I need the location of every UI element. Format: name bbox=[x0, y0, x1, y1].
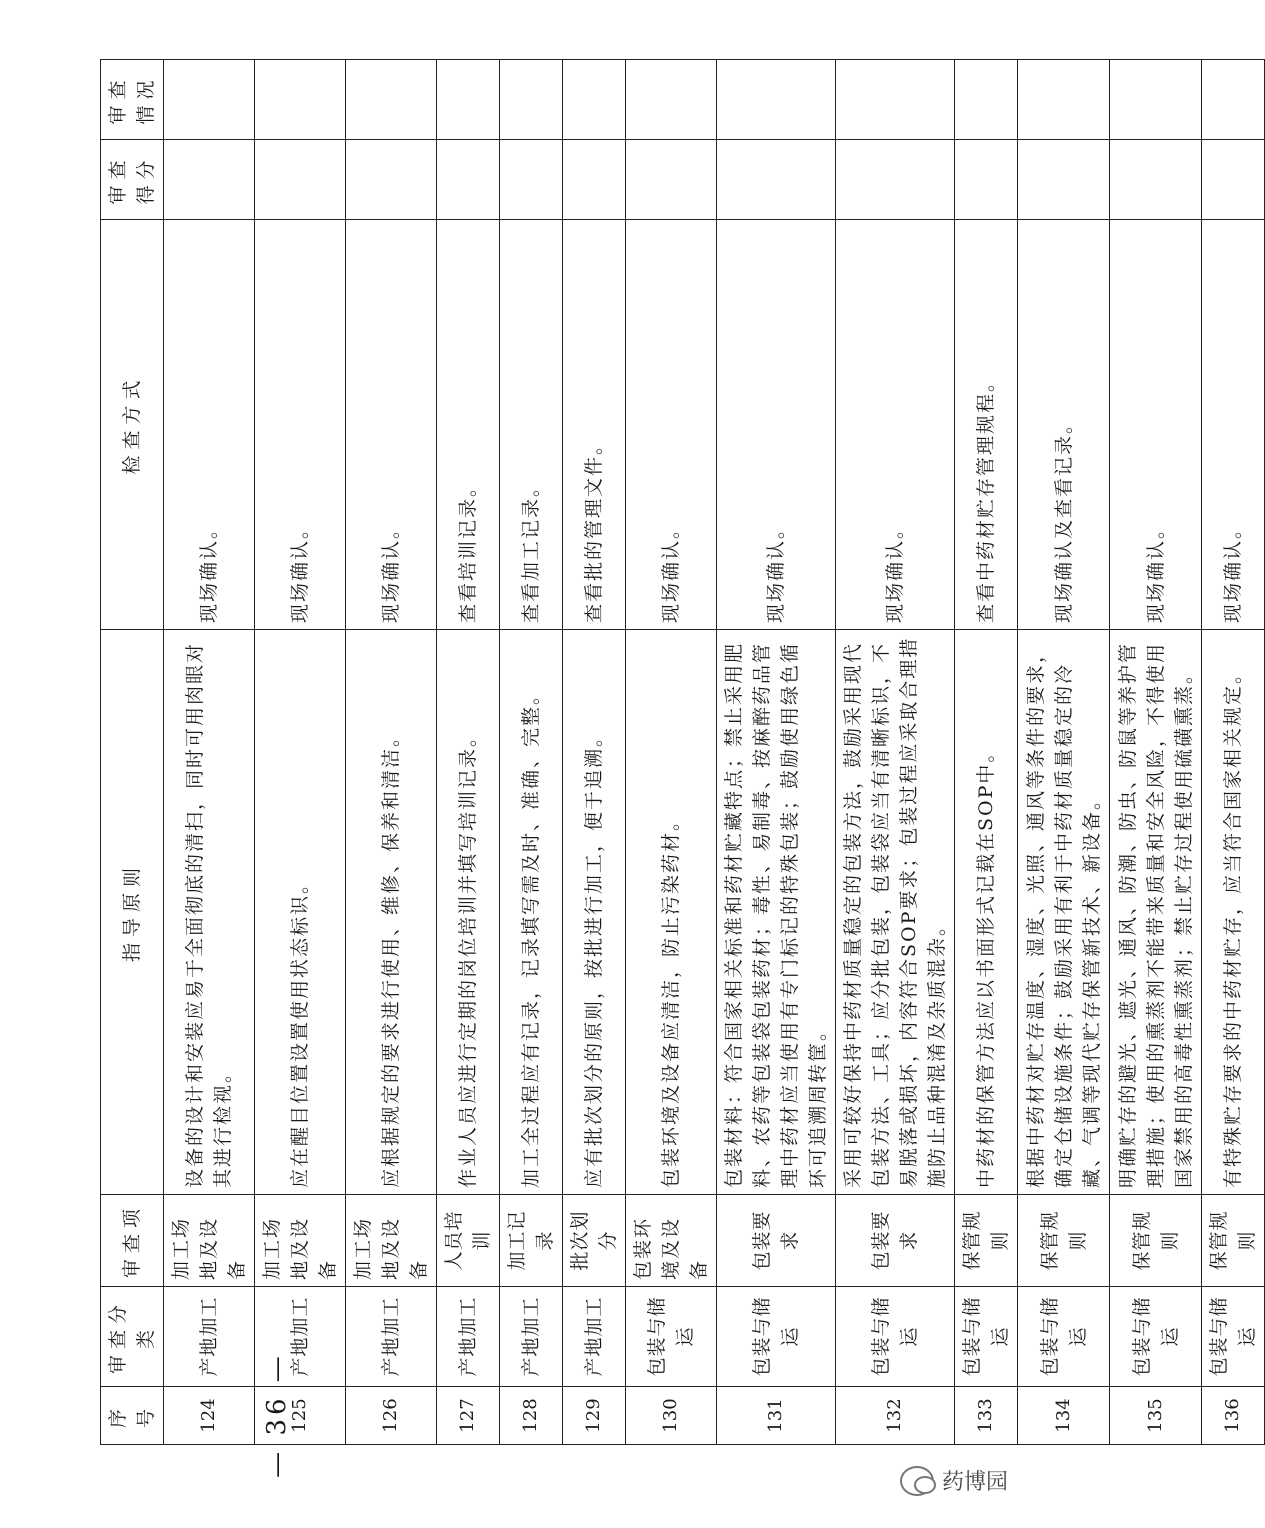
watermark bbox=[900, 1465, 1008, 1496]
row-no: 136 bbox=[1202, 1387, 1265, 1445]
row-no: 130 bbox=[626, 1387, 717, 1445]
row-category: 产地加工 bbox=[346, 1287, 437, 1387]
row-status bbox=[563, 60, 626, 140]
row-category: 包装与储运 bbox=[717, 1287, 836, 1387]
row-item: 批次划分 bbox=[563, 1195, 626, 1287]
row-score bbox=[346, 140, 437, 220]
row-no: 126 bbox=[346, 1387, 437, 1445]
table-row bbox=[626, 60, 717, 1445]
header-no: 序号 bbox=[101, 1387, 164, 1445]
table-row bbox=[437, 60, 500, 1445]
wechat-icon bbox=[900, 1466, 934, 1496]
row-status bbox=[836, 60, 955, 140]
row-method: 现场确认。 bbox=[346, 220, 437, 630]
row-method: 现场确认。 bbox=[255, 220, 346, 630]
row-score bbox=[164, 140, 255, 220]
row-method: 查看加工记录。 bbox=[500, 220, 563, 630]
table-row bbox=[1018, 60, 1110, 1445]
row-method: 现场确认及查看记录。 bbox=[1018, 220, 1110, 630]
row-item: 加工场地及设备 bbox=[346, 1195, 437, 1287]
page-number: — 36 — bbox=[261, 1352, 292, 1478]
row-method: 查看批的管理文件。 bbox=[563, 220, 626, 630]
row-status bbox=[437, 60, 500, 140]
row-status bbox=[1202, 60, 1265, 140]
row-no: 133 bbox=[955, 1387, 1018, 1445]
row-method: 现场确认。 bbox=[717, 220, 836, 630]
header-principle: 指导原则 bbox=[101, 630, 164, 1195]
row-principle: 作业人员应进行定期的岗位培训并填写培训记录。 bbox=[437, 630, 500, 1195]
row-category: 产地加工 bbox=[255, 1287, 346, 1387]
header-status: 审查情况 bbox=[101, 60, 164, 140]
row-score bbox=[500, 140, 563, 220]
row-no: 131 bbox=[717, 1387, 836, 1445]
row-principle: 应根据规定的要求进行使用、维修、保养和清洁。 bbox=[346, 630, 437, 1195]
row-no: 125 bbox=[255, 1387, 346, 1445]
row-score bbox=[1202, 140, 1265, 220]
row-category: 包装与储运 bbox=[1018, 1287, 1110, 1387]
row-method: 查看中药材贮存管理规程。 bbox=[955, 220, 1018, 630]
row-score bbox=[836, 140, 955, 220]
row-item: 加工场地及设备 bbox=[164, 1195, 255, 1287]
row-category: 包装与储运 bbox=[836, 1287, 955, 1387]
row-item: 包装环境及设备 bbox=[626, 1195, 717, 1287]
row-status bbox=[1018, 60, 1110, 140]
row-method: 现场确认。 bbox=[626, 220, 717, 630]
row-category: 包装与储运 bbox=[1202, 1287, 1265, 1387]
row-item: 保管规则 bbox=[955, 1195, 1018, 1287]
row-principle: 根据中药材对贮存温度、湿度、光照、通风等条件的要求，确定仓储设施条件；鼓励采用有利于中药材质量稳定的冷藏、气调等现代贮存保管新技术、新设备。 bbox=[1018, 630, 1110, 1195]
table-row bbox=[836, 60, 955, 1445]
row-principle: 应在醒目位置设置使用状态标识。 bbox=[255, 630, 346, 1195]
row-principle: 加工全过程应有记录，记录填写需及时、准确、完整。 bbox=[500, 630, 563, 1195]
table-row bbox=[346, 60, 437, 1445]
table-row bbox=[1202, 60, 1265, 1445]
header-category: 审查分类 bbox=[101, 1287, 164, 1387]
row-score bbox=[1018, 140, 1110, 220]
review-table bbox=[100, 59, 1265, 1445]
row-category: 产地加工 bbox=[500, 1287, 563, 1387]
row-no: 127 bbox=[437, 1387, 500, 1445]
row-no: 134 bbox=[1018, 1387, 1110, 1445]
row-category: 产地加工 bbox=[563, 1287, 626, 1387]
row-method: 现场确认。 bbox=[836, 220, 955, 630]
row-status bbox=[955, 60, 1018, 140]
table-row bbox=[500, 60, 563, 1445]
row-item: 保管规则 bbox=[1202, 1195, 1265, 1287]
header-method: 检查方式 bbox=[101, 220, 164, 630]
row-no: 124 bbox=[164, 1387, 255, 1445]
row-score bbox=[437, 140, 500, 220]
header-item: 审查项 bbox=[101, 1195, 164, 1287]
row-no: 128 bbox=[500, 1387, 563, 1445]
row-principle: 采用可较好保持中药材质量稳定的包装方法，鼓励采用现代包装方法、工具；应分批包装，包装袋应当有清晰标识，不易脱落或损坏，内容符合SOP要求；包装过程应采取合理措施防止品种混淆及杂质混杂。 bbox=[836, 630, 955, 1195]
row-item: 包装要求 bbox=[836, 1195, 955, 1287]
row-score bbox=[1110, 140, 1202, 220]
table-row bbox=[164, 60, 255, 1445]
table-row bbox=[255, 60, 346, 1445]
row-item: 包装要求 bbox=[717, 1195, 836, 1287]
row-status bbox=[164, 60, 255, 140]
row-item: 加工记录 bbox=[500, 1195, 563, 1287]
row-principle: 有特殊贮存要求的中药材贮存，应当符合国家相关规定。 bbox=[1202, 630, 1265, 1195]
table-row bbox=[563, 60, 626, 1445]
row-status bbox=[346, 60, 437, 140]
row-principle: 中药材的保管方法应以书面形式记载在SOP中。 bbox=[955, 630, 1018, 1195]
header-score: 审查得分 bbox=[101, 140, 164, 220]
row-method: 现场确认。 bbox=[164, 220, 255, 630]
row-item: 保管规则 bbox=[1110, 1195, 1202, 1287]
row-score bbox=[255, 140, 346, 220]
row-status bbox=[500, 60, 563, 140]
row-item: 保管规则 bbox=[1018, 1195, 1110, 1287]
table-row bbox=[955, 60, 1018, 1445]
row-category: 包装与储运 bbox=[1110, 1287, 1202, 1387]
row-category: 产地加工 bbox=[164, 1287, 255, 1387]
row-no: 135 bbox=[1110, 1387, 1202, 1445]
row-principle: 设备的设计和安装应易于全面彻底的清扫，同时可用肉眼对其进行检视。 bbox=[164, 630, 255, 1195]
row-principle: 明确贮存的避光、遮光、通风、防潮、防虫、防鼠等养护管理措施；使用的熏蒸剂不能带来质量和安全风险，不得使用国家禁用的高毒性熏蒸剂；禁止贮存过程使用硫磺熏蒸。 bbox=[1110, 630, 1202, 1195]
row-category: 包装与储运 bbox=[626, 1287, 717, 1387]
header-row bbox=[101, 60, 164, 1445]
row-method: 查看培训记录。 bbox=[437, 220, 500, 630]
row-no: 129 bbox=[563, 1387, 626, 1445]
row-status bbox=[717, 60, 836, 140]
row-status bbox=[626, 60, 717, 140]
row-status bbox=[1110, 60, 1202, 140]
row-method: 现场确认。 bbox=[1202, 220, 1265, 630]
table-row bbox=[1110, 60, 1202, 1445]
rotated-page bbox=[100, 60, 1258, 1445]
table-row bbox=[717, 60, 836, 1445]
row-principle: 包装环境及设备应清洁，防止污染药材。 bbox=[626, 630, 717, 1195]
row-principle: 包装材料：符合国家相关标准和药材贮藏特点；禁止采用肥料、农药等包装袋包装药材；毒性、易制毒、按麻醉药品管理中药材应当使用有专门标记的特殊包装；鼓励使用绿色循环可追溯周转筐。 bbox=[717, 630, 836, 1195]
row-score bbox=[717, 140, 836, 220]
watermark-text: 药博园 bbox=[942, 1470, 1009, 1495]
row-score bbox=[626, 140, 717, 220]
row-score bbox=[955, 140, 1018, 220]
row-score bbox=[563, 140, 626, 220]
row-principle: 应有批次划分的原则，按批进行加工，便于追溯。 bbox=[563, 630, 626, 1195]
row-method: 现场确认。 bbox=[1110, 220, 1202, 630]
row-no: 132 bbox=[836, 1387, 955, 1445]
row-category: 产地加工 bbox=[437, 1287, 500, 1387]
row-category: 包装与储运 bbox=[955, 1287, 1018, 1387]
row-item: 人员培训 bbox=[437, 1195, 500, 1287]
row-status bbox=[255, 60, 346, 140]
row-item: 加工场地及设备 bbox=[255, 1195, 346, 1287]
